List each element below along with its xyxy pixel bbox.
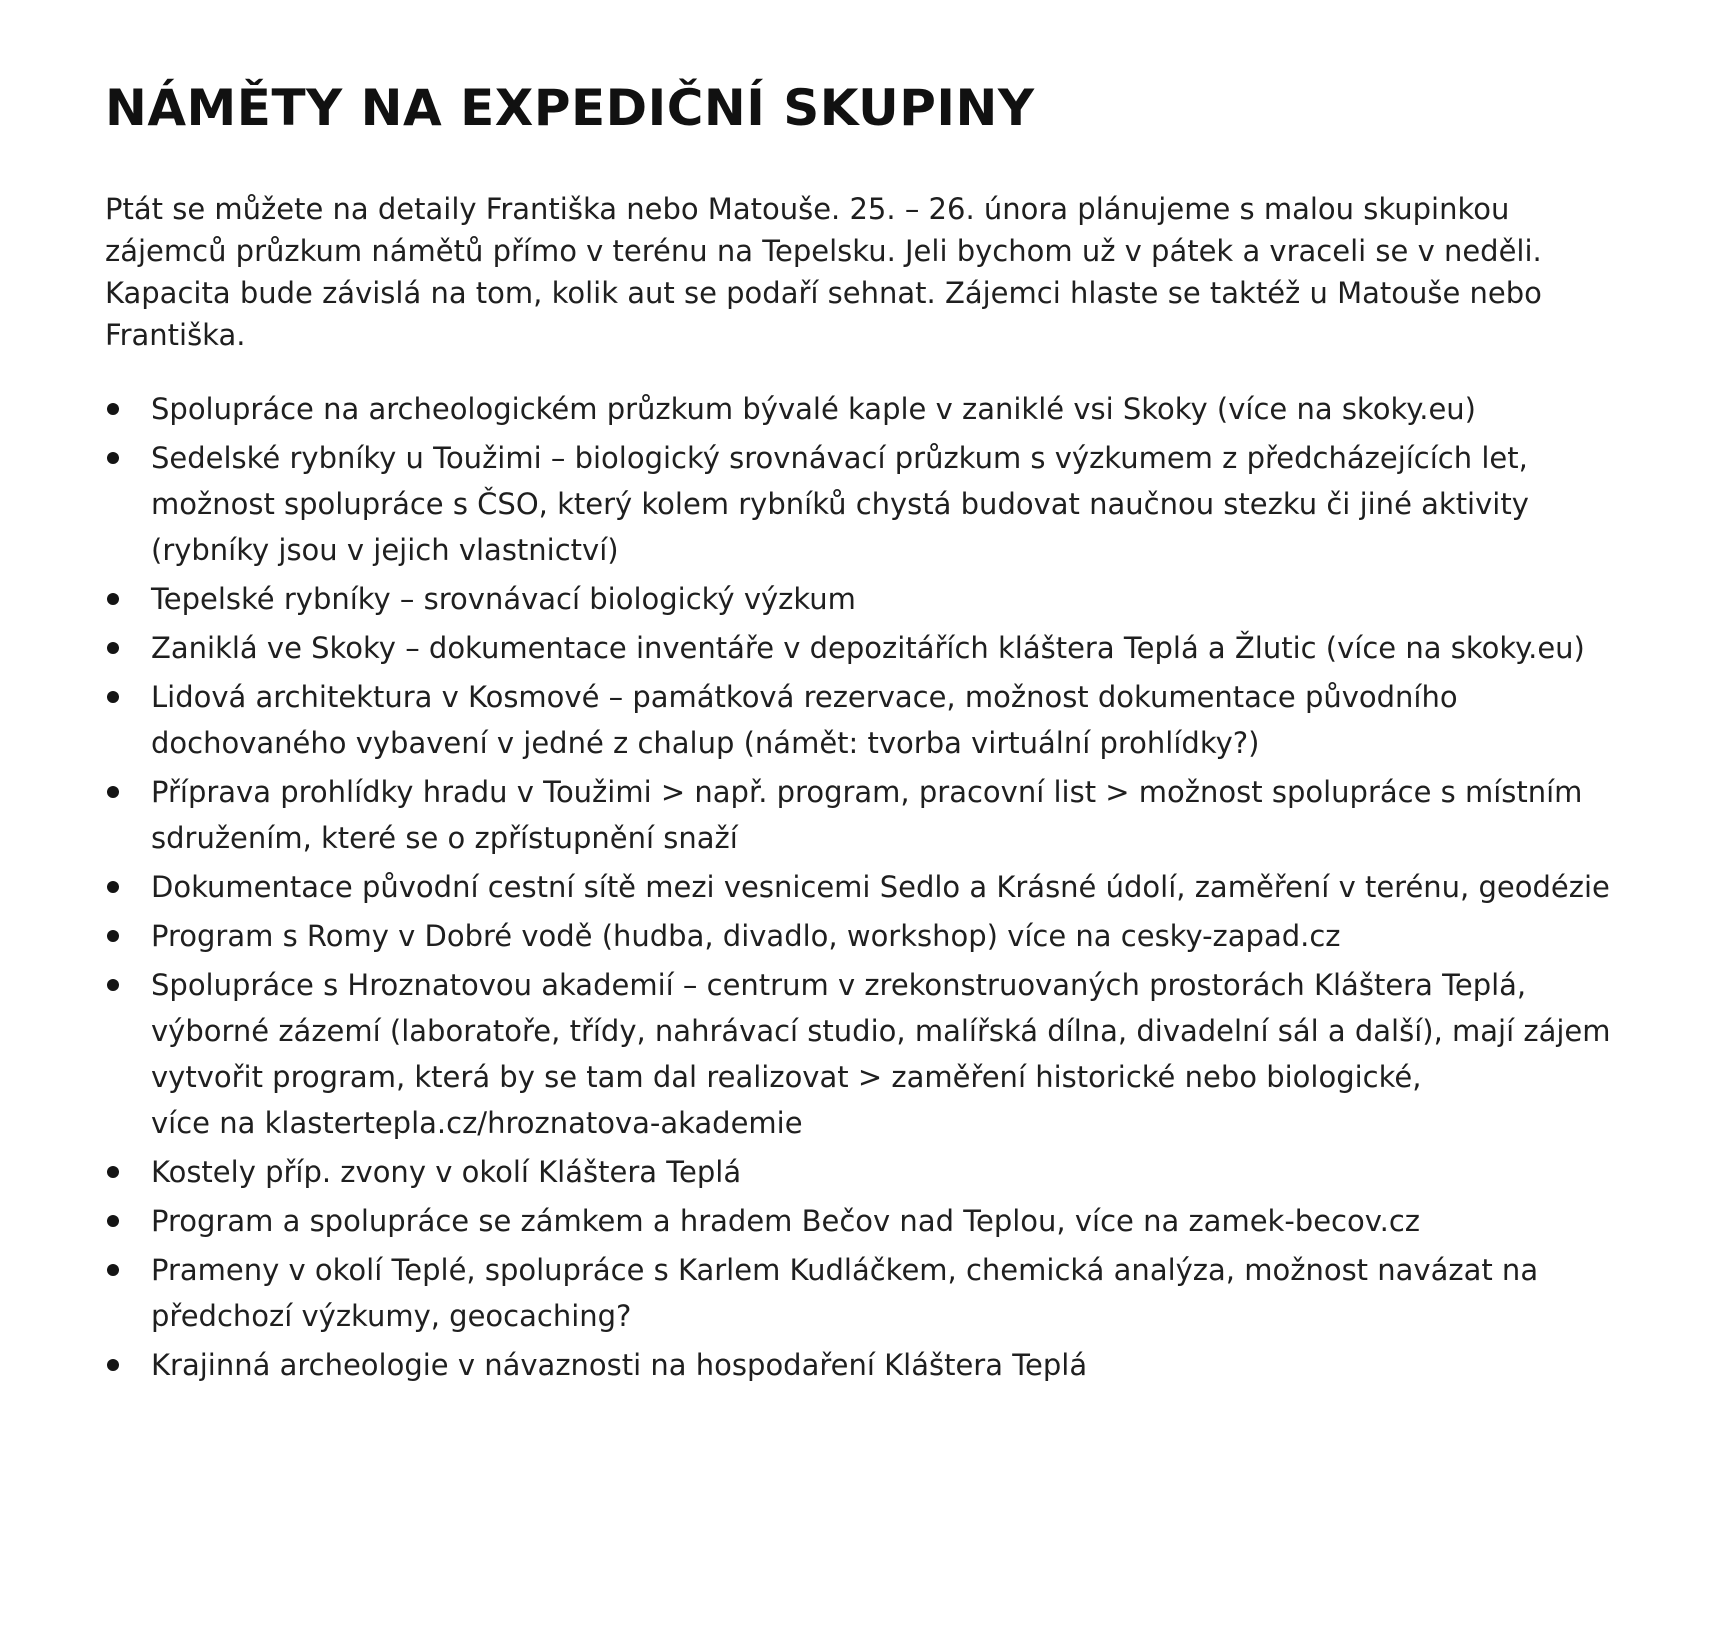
bullet-icon bbox=[107, 930, 119, 942]
list-item bbox=[105, 1149, 1635, 1195]
list-item-text: Spolupráce s Hroznatovou akademií – centrum v zrekonstruovaných prostorách Kláštera Teplá, výborné zázemí (laboratoře, třídy, nahrávací studio, malířská dílna, divadelní sál a další), mají zájem vytvořit program, která by se tam dal realizovat > zaměření historické nebo biologické, bbox=[151, 968, 1611, 1094]
list-item-text: Kostely příp. zvony v okolí Kláštera Teplá bbox=[151, 1155, 742, 1189]
list-item-text: Prameny v okolí Teplé, spolupráce s Karlem Kudláčkem, chemická analýza, možnost navázat na předchozí výzkumy, geocaching? bbox=[151, 1253, 1539, 1333]
bullet-icon bbox=[107, 1166, 119, 1178]
list-item-text: Zaniklá ve Skoky – dokumentace inventáře v depozitářích kláštera Teplá a Žlutic (více na skoky.eu) bbox=[151, 631, 1585, 665]
bullet-icon bbox=[107, 593, 119, 605]
list-item bbox=[105, 962, 1635, 1146]
list-item bbox=[105, 435, 1635, 573]
list-item bbox=[105, 1198, 1635, 1244]
list-item bbox=[105, 1342, 1635, 1388]
list-item bbox=[105, 1247, 1635, 1339]
list-item-text: Lidová architektura v Kosmové – památková rezervace, možnost dokumentace původního dochovaného vybavení v jedné z chalup (námět: tvorba virtuální prohlídky?) bbox=[151, 680, 1458, 760]
bullet-icon bbox=[107, 1264, 119, 1276]
intro-paragraph: Ptát se můžete na detaily Františka nebo Matouše. 25. – 26. února plánujeme s malou skupinkou zájemců průzkum námětů přímo v terénu na Tepelsku. Jeli bychom už v pátek a vraceli se v neděli. Kapacita bude závislá na tom, kolik aut se podaří sehnat. Zájemci hlaste se taktéž u Matouše nebo Františka. bbox=[105, 192, 1542, 352]
list-item bbox=[105, 769, 1635, 861]
list-item-extra-text: více na klastertepla.cz/hroznatova-akademie bbox=[151, 1106, 803, 1140]
document-title: NÁMĚTY NA EXPEDIČNÍ SKUPINY bbox=[105, 79, 1035, 137]
bullet-icon bbox=[107, 881, 119, 893]
bullet-icon bbox=[107, 1215, 119, 1227]
list-item-text: Příprava prohlídky hradu v Toužimi > např. program, pracovní list > možnost spolupráce s místním sdružením, které se o zpřístupnění snaží bbox=[151, 775, 1583, 855]
list-item bbox=[105, 913, 1635, 959]
bullet-icon bbox=[107, 403, 119, 415]
list-item bbox=[105, 386, 1635, 432]
idea-list bbox=[105, 386, 1635, 1388]
bullet-icon bbox=[107, 786, 119, 798]
list-item-text: Krajinná archeologie v návaznosti na hospodaření Kláštera Teplá bbox=[151, 1348, 1088, 1382]
list-item-text: Tepelské rybníky – srovnávací biologický výzkum bbox=[151, 582, 856, 616]
bullet-icon bbox=[107, 452, 119, 464]
list-item bbox=[105, 625, 1635, 671]
bullet-icon bbox=[107, 1359, 119, 1371]
bullet-icon bbox=[107, 691, 119, 703]
bullet-icon bbox=[107, 979, 119, 991]
list-item bbox=[105, 674, 1635, 766]
list-item-text: Dokumentace původní cestní sítě mezi vesnicemi Sedlo a Krásné údolí, zaměření v terénu, geodézie bbox=[151, 870, 1610, 904]
list-item-text: Program s Romy v Dobré vodě (hudba, divadlo, workshop) více na cesky-zapad.cz bbox=[151, 919, 1341, 953]
bullet-icon bbox=[107, 642, 119, 654]
list-item-text: Spolupráce na archeologickém průzkum bývalé kaple v zaniklé vsi Skoky (více na skoky.eu) bbox=[151, 392, 1476, 426]
list-item-text: Program a spolupráce se zámkem a hradem Bečov nad Teplou, více na zamek-becov.cz bbox=[151, 1204, 1421, 1238]
list-item bbox=[105, 864, 1635, 910]
list-item bbox=[105, 576, 1635, 622]
list-item-text: Sedelské rybníky u Toužimi – biologický srovnávací průzkum s výzkumem z předcházejících let, možnost spolupráce s ČSO, který kolem rybníků chystá budovat naučnou stezku či jiné aktivity (rybníky jsou v jejich vlastnictví) bbox=[151, 441, 1529, 567]
